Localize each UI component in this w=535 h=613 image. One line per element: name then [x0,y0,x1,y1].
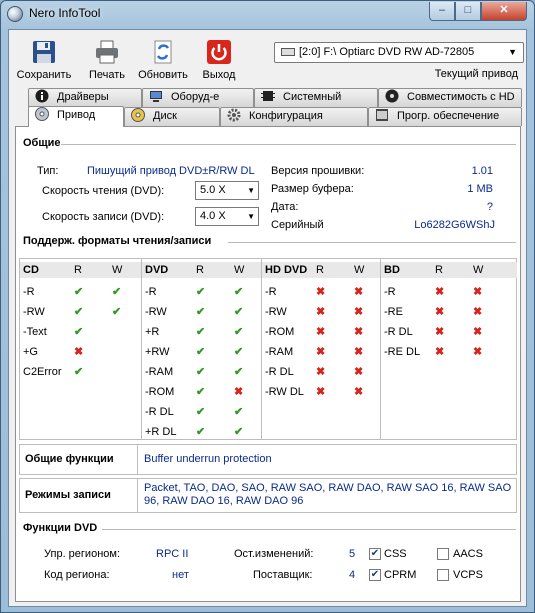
exit-button[interactable] [191,39,247,87]
format-group-header [381,262,517,278]
gear-icon [227,108,241,122]
format-row [262,323,380,341]
chevron-down-icon: ▼ [247,186,255,195]
drive-select-value: [2:0] F:\ Optiarc DVD RW AD-72805 [299,46,475,58]
format-name: -ROM [145,386,175,398]
drive-caption: Текущий привод [434,68,518,80]
cross-icon: ✖ [354,366,364,378]
checkmark-icon: ✔ [196,386,206,398]
format-row [142,423,261,441]
print-label: Печать [88,69,126,81]
region-code-label: Код региона: [44,569,110,581]
format-name: -R DL [145,406,174,418]
format-group-dvd [142,259,261,439]
format-group-hd-dvd [262,259,380,439]
checkmark-icon: ✔ [234,346,244,358]
read-column-header: R [196,264,204,276]
region-mgmt-label: Упр. регионом: [44,548,121,560]
format-name: +R DL [145,426,177,438]
write-speed-select[interactable] [195,207,259,226]
disc-icon [131,108,145,122]
format-row [142,363,261,381]
type-value: Пишущий привод DVD±R/RW DL [87,165,255,177]
serial-value: Lo6282G6WShJ [414,219,495,231]
cross-icon: ✖ [234,386,244,398]
format-name: -RW DL [265,386,304,398]
cross-icon: ✖ [354,286,364,298]
tab-software-label: Прогр. обеспечение [397,110,500,122]
refresh-label: Обновить [138,69,188,81]
format-name: +G [23,346,38,358]
checkmark-icon: ✔ [196,346,206,358]
write-column-header: W [234,264,245,276]
format-row [262,343,380,361]
tab-disc-label: Диск [153,110,177,122]
refresh-button[interactable] [135,39,191,87]
format-name: -R [384,286,396,298]
checkmark-icon: ✔ [196,326,206,338]
checkmark-icon: ✔ [196,306,206,318]
format-row [142,283,261,301]
title-bar[interactable] [1,1,534,27]
drive-icon [281,48,295,56]
format-name: -R [23,286,35,298]
format-row [20,303,141,321]
checkmark-icon: ✔ [234,286,244,298]
info-icon [35,89,49,103]
format-group-header [262,262,380,278]
cprm-checkbox[interactable]: ✔ [370,569,380,580]
checkmark-icon: ✔ [196,366,206,378]
drive-panel [15,126,521,602]
general-functions-row [19,444,517,475]
cross-icon: ✖ [354,326,364,338]
cross-icon: ✖ [316,346,326,358]
nero-app-icon [7,6,23,22]
print-icon [94,39,120,65]
format-group-bd [381,259,517,439]
format-group-header [20,262,141,278]
checkmark-icon: ✔ [196,286,206,298]
css-checkbox[interactable]: ✔ [370,548,380,559]
checkmark-icon: ✔ [234,406,244,418]
vendor-label: Поставщик: [253,569,313,581]
cross-icon: ✖ [74,346,84,358]
save-button[interactable] [16,39,72,87]
general-functions-label: Общие функции [20,445,138,474]
hardware-icon [149,89,163,103]
checkmark-icon: ✔ [112,306,122,318]
print-button[interactable] [79,39,135,87]
tab-hd-compat[interactable] [378,88,522,107]
format-group-cd [20,259,141,439]
cross-icon: ✖ [435,306,445,318]
serial-label: Серийный [271,219,324,231]
cross-icon: ✖ [473,306,483,318]
close-button[interactable]: ✕ [481,2,527,21]
format-group-name: DVD [145,264,169,276]
cross-icon: ✖ [316,366,326,378]
cross-icon: ✖ [473,286,483,298]
format-group-name: BD [384,264,400,276]
firmware-label: Версия прошивки: [271,165,365,177]
read-speed-label: Скорость чтения (DVD): [42,185,165,197]
format-row [262,283,380,301]
tab-disc[interactable] [124,107,220,126]
format-group-name: HD DVD [265,264,308,276]
software-icon [375,108,389,122]
format-row [262,363,380,381]
format-name: -RE DL [384,346,421,358]
format-row [142,323,261,341]
read-column-header: R [435,264,443,276]
tab-system-label: Системный [283,91,342,103]
checkmark-icon: ✔ [234,366,244,378]
exit-icon [206,39,232,65]
format-name: -ROM [265,326,295,338]
cross-icon: ✖ [354,386,364,398]
format-row [381,343,517,361]
vendor-value: 4 [349,569,356,581]
format-group-header [142,262,261,278]
write-modes-label: Режимы записи [20,479,138,512]
date-label: Дата: [271,201,299,213]
cross-icon: ✖ [435,326,445,338]
format-row [20,283,141,301]
window-title: Nero InfoTool [29,6,101,20]
chip-icon [261,89,275,103]
format-row [381,323,517,341]
save-label: Сохранить [16,69,72,81]
cross-icon: ✖ [316,286,326,298]
write-speed-value: 4.0 X [200,210,226,222]
formats-table [19,258,517,440]
tab-hardware[interactable] [142,88,254,107]
changes-left-label: Ост.изменений: [234,548,314,560]
drive-select[interactable] [274,42,524,63]
cross-icon: ✖ [354,306,364,318]
checkmark-icon: ✔ [234,426,244,438]
checkmark-icon: ✔ [74,366,84,378]
cross-icon: ✖ [354,346,364,358]
tab-software[interactable] [368,107,522,126]
region-mgmt-value: RPC II [156,548,189,560]
chevron-down-icon: ▼ [247,212,255,221]
checkmark-icon: ✔ [196,426,206,438]
format-row [20,323,141,341]
chevron-down-icon: ▼ [508,47,517,57]
changes-left-value: 5 [349,548,356,560]
type-label: Тип: [37,165,59,177]
drive-tab-icon [35,107,49,121]
divider [61,144,516,145]
aacs-label: AACS [453,548,483,560]
cross-icon: ✖ [473,346,483,358]
format-row [20,343,141,361]
write-column-header: W [354,264,365,276]
general-section-title: Общие [23,137,61,149]
tab-drivers-label: Драйверы [57,91,109,103]
format-row [381,303,517,321]
maximize-button[interactable]: □ [455,2,481,21]
firmware-value: 1.01 [471,165,493,177]
region-code-value: нет [172,569,189,581]
format-row [142,343,261,361]
checkmark-icon: ✔ [196,406,206,418]
format-row [262,303,380,321]
client-area [8,29,527,607]
cprm-label: CPRM [384,569,417,581]
divider [102,529,516,530]
format-name: -RAM [265,346,294,358]
read-speed-value: 5.0 X [200,184,226,196]
date-value: ? [486,201,493,213]
write-modes-row [19,478,517,513]
format-group-name: CD [23,264,39,276]
buffer-value: 1 MB [467,183,493,195]
format-name: +R [145,326,160,338]
format-name: -RW [265,306,287,318]
format-name: C2Error [23,366,62,378]
checkmark-icon: ✔ [74,306,84,318]
write-modes-value: Packet, TAO, DAO, SAO, RAW SAO, RAW DAO, RAW SAO 16, RAW SAO 96, RAW DAO 16, RAW DAO 96 [144,482,512,507]
cross-icon: ✖ [316,306,326,318]
dvd-functions-title: Функции DVD [23,522,98,534]
format-row [381,283,517,301]
buffer-label: Размер буфера: [271,183,354,195]
format-name: -R [265,286,277,298]
write-column-header: W [473,264,484,276]
css-label: CSS [384,548,407,560]
aacs-checkbox[interactable] [437,548,449,560]
format-name: -RW [23,306,45,318]
cross-icon: ✖ [435,346,445,358]
format-name: -Text [23,326,47,338]
general-functions-value: Buffer underrun protection [144,453,272,465]
format-name: -R DL [384,326,413,338]
tab-configuration[interactable] [220,107,368,126]
exit-label: Выход [202,69,236,81]
write-speed-label: Скорость записи (DVD): [42,211,165,223]
tab-configuration-label: Конфигурация [249,110,323,122]
read-column-header: R [74,264,82,276]
read-speed-select[interactable] [195,181,259,200]
format-name: -R DL [265,366,294,378]
checkmark-icon: ✔ [234,306,244,318]
format-row [262,383,380,401]
hd-disc-icon [385,89,399,103]
divider [228,242,516,243]
checkmark-icon: ✔ [74,326,84,338]
format-name: -RE [384,306,403,318]
formats-section-title: Поддерж. форматы чтения/записи [23,235,212,247]
vcps-checkbox[interactable] [437,569,449,581]
read-column-header: R [316,264,324,276]
cross-icon: ✖ [435,286,445,298]
checkmark-icon: ✔ [234,326,244,338]
cross-icon: ✖ [473,326,483,338]
format-row [20,363,141,381]
write-column-header: W [112,264,123,276]
tab-drive[interactable] [28,106,124,127]
tab-strip [9,88,528,128]
format-row [142,403,261,421]
format-name: -R [145,286,157,298]
refresh-icon [150,39,176,65]
format-row [142,303,261,321]
checkmark-icon: ✔ [74,286,84,298]
vcps-label: VCPS [453,569,483,581]
format-name: -RW [145,306,167,318]
format-name: +RW [145,346,170,358]
checkmark-icon: ✔ [112,286,122,298]
format-name: -RAM [145,366,174,378]
tab-hardware-label: Оборуд-е [171,91,220,103]
minimize-button[interactable]: – [429,2,455,21]
format-row [142,383,261,401]
tab-drivers[interactable] [28,88,142,107]
tab-hd-compat-label: Совместимость с HD [407,91,515,103]
save-icon [31,39,57,65]
tab-system[interactable] [254,88,378,107]
cross-icon: ✖ [316,386,326,398]
tab-drive-label: Привод [57,109,96,121]
cross-icon: ✖ [316,326,326,338]
